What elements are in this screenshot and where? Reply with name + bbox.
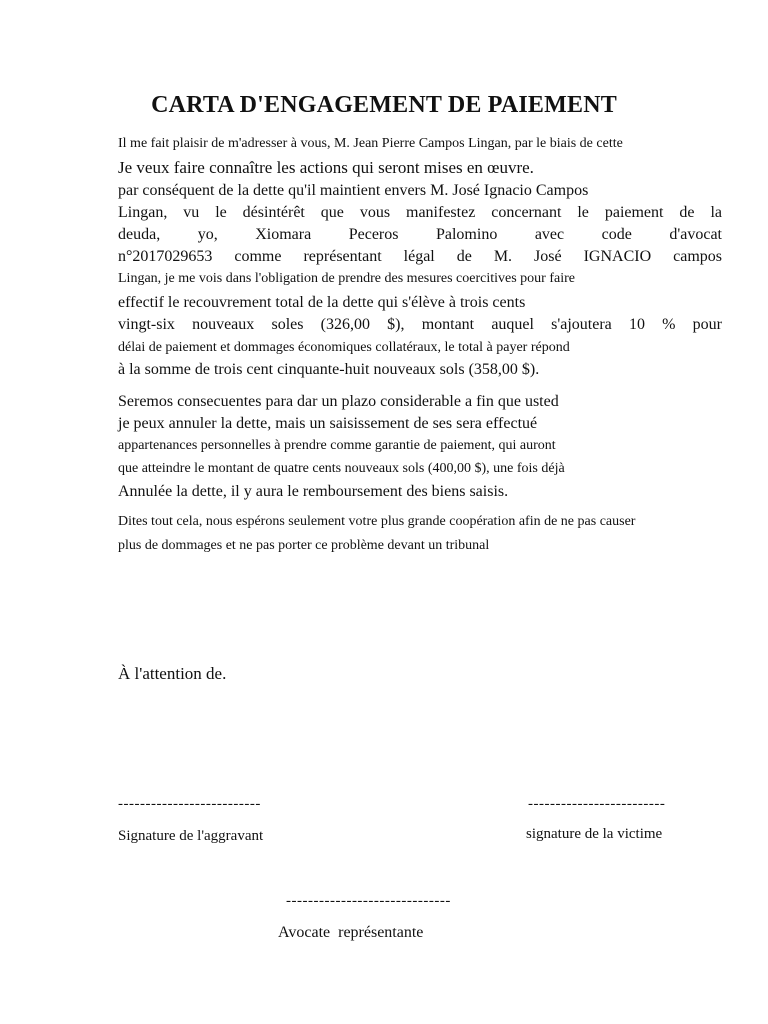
body-line: Je veux faire connaître les actions qui seront mises en œuvre. xyxy=(118,158,534,177)
signature-line-victime: ------------------------- xyxy=(528,796,666,812)
body-line: délai de paiement et dommages économiques collatéraux, le total à payer répond xyxy=(118,340,570,355)
body-line: n°2017029653 comme représentant légal de M. José IGNACIO campos xyxy=(118,248,722,265)
body-line: que atteindre le montant de quatre cents nouveaux sols (400,00 $), une fois déjà xyxy=(118,461,565,476)
body-line: vingt-six nouveaux soles (326,00 $), montant auquel s'ajoutera 10 % pour xyxy=(118,316,722,333)
body-line: Lingan, vu le désintérêt que vous manifestez concernant le paiement de la xyxy=(118,204,722,221)
body-line: Dites tout cela, nous espérons seulement votre plus grande coopération afin de ne pas causer xyxy=(118,514,636,529)
body-line: je peux annuler la dette, mais un saisissement de ses sera effectué xyxy=(118,415,538,432)
signature-label-avocate: Avocate représentante xyxy=(278,924,424,941)
body-line: plus de dommages et ne pas porter ce problème devant un tribunal xyxy=(118,538,490,553)
signature-label-aggravant: Signature de l'aggravant xyxy=(118,828,264,844)
signature-line-aggravant: -------------------------- xyxy=(118,796,261,812)
body-line: Seremos consecuentes para dar un plazo considerable a fin que usted xyxy=(118,393,559,410)
body-line: appartenances personnelles à prendre comme garantie de paiement, qui auront xyxy=(118,438,556,453)
document-title: CARTA D'ENGAGEMENT DE PAIEMENT xyxy=(151,92,617,118)
attention-line: À l'attention de. xyxy=(118,664,227,683)
body-line: Lingan, je me vois dans l'obligation de prendre des mesures coercitives pour faire xyxy=(118,271,575,286)
body-line: par conséquent de la dette qu'il maintient envers M. José Ignacio Campos xyxy=(118,182,589,199)
body-line: à la somme de trois cent cinquante-huit nouveaux sols (358,00 $). xyxy=(118,361,540,378)
signature-line-avocate: ------------------------------ xyxy=(286,893,451,909)
body-line: Annulée la dette, il y aura le remboursement des biens saisis. xyxy=(118,483,509,500)
signature-label-victime: signature de la victime xyxy=(526,826,663,842)
body-line: deuda, yo, Xiomara Peceros Palomino avec code d'avocat xyxy=(118,226,722,243)
body-line: Il me fait plaisir de m'adresser à vous, M. Jean Pierre Campos Lingan, par le biais de cette xyxy=(118,136,623,151)
body-line: effectif le recouvrement total de la dette qui s'élève à trois cents xyxy=(118,294,526,311)
